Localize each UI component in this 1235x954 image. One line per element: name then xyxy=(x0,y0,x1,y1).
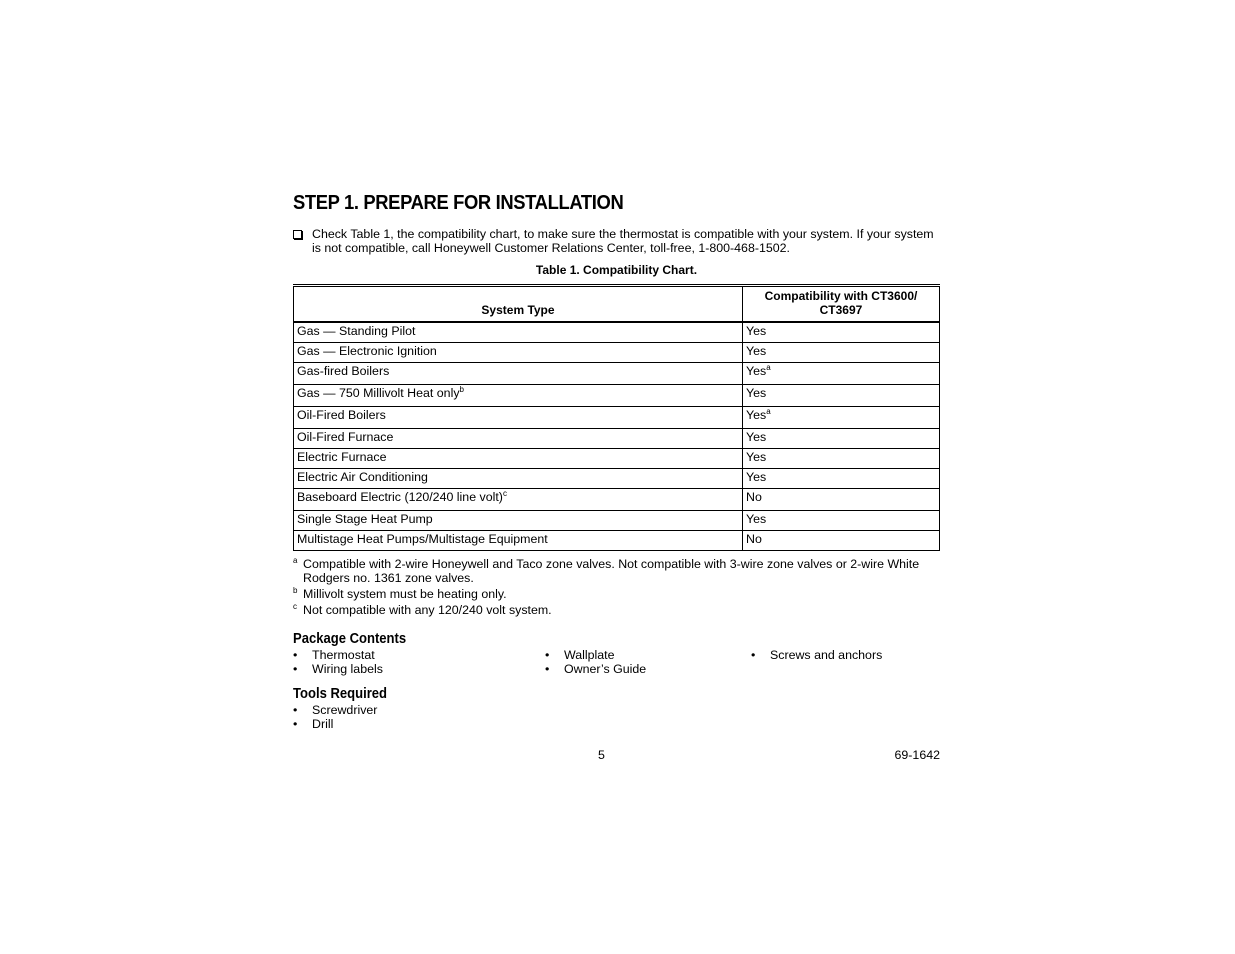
cell-system-type xyxy=(294,343,743,363)
compatibility-table xyxy=(293,284,940,551)
system-type-text: Gas — Electronic Ignition xyxy=(297,344,437,358)
table-row xyxy=(294,469,940,489)
cell-system-type xyxy=(294,469,743,489)
table-row xyxy=(294,343,940,363)
footnote-b-text: Millivolt system must be heating only. xyxy=(303,587,507,601)
table-row xyxy=(294,511,940,531)
document-number: 69-1642 xyxy=(894,748,940,762)
footnote-ref: a xyxy=(766,406,771,416)
tools-required-list xyxy=(293,703,940,731)
cell-system-type xyxy=(294,511,743,531)
system-type-text: Single Stage Heat Pump xyxy=(297,512,433,526)
cell-compatibility xyxy=(743,407,940,429)
system-type-text: Electric Furnace xyxy=(297,450,387,464)
instruction-line-2: is not compatible, call Honeywell Customer Relations Center, toll-free, 1-800-468-1502. xyxy=(312,241,790,255)
package-contents-col-2 xyxy=(545,648,646,676)
footnote-mark-b: b xyxy=(293,586,298,595)
compatibility-value: Yes xyxy=(746,344,767,358)
footnote-ref: c xyxy=(502,488,507,498)
header-system-type: System Type xyxy=(294,286,743,323)
table-header-row xyxy=(294,286,940,323)
compatibility-value: Yes xyxy=(746,430,767,444)
cell-system-type xyxy=(294,363,743,385)
table-row xyxy=(294,489,940,511)
system-type-text: Gas-fired Boilers xyxy=(297,364,390,378)
compatibility-value: No xyxy=(746,490,762,504)
cell-system-type xyxy=(294,531,743,551)
instruction-line-1: Check Table 1, the compatibility chart, to make sure the thermostat is compatible with your system. If your system xyxy=(312,227,934,241)
cell-compatibility xyxy=(743,322,940,343)
footnote-mark-c: c xyxy=(293,602,297,611)
cell-compatibility xyxy=(743,429,940,449)
system-type-text: Multistage Heat Pumps/Multistage Equipment xyxy=(297,532,548,546)
cell-system-type xyxy=(294,489,743,511)
cell-compatibility xyxy=(743,489,940,511)
table-row xyxy=(294,385,940,407)
cell-system-type xyxy=(294,322,743,343)
package-contents-col-1 xyxy=(293,648,383,676)
footnote-ref: a xyxy=(766,362,771,372)
step-title: STEP 1. PREPARE FOR INSTALLATION xyxy=(293,192,624,214)
cell-compatibility xyxy=(743,511,940,531)
cell-compatibility xyxy=(743,385,940,407)
instruction-item xyxy=(293,227,940,255)
table-row xyxy=(294,363,940,385)
compatibility-value: Yes xyxy=(746,324,767,338)
table-row xyxy=(294,322,940,343)
system-type-text: Oil-Fired Boilers xyxy=(297,408,386,422)
footnote-c xyxy=(293,603,940,617)
list-item: • Screwdriver xyxy=(293,703,940,717)
table-row xyxy=(294,449,940,469)
table-row xyxy=(294,429,940,449)
system-type-text: Oil-Fired Furnace xyxy=(297,430,394,444)
system-type-text: Gas — 750 Millivolt Heat only xyxy=(297,386,460,400)
compatibility-value: Yes xyxy=(746,364,767,378)
package-contents-col-3 xyxy=(751,648,882,662)
package-contents-title: Package Contents xyxy=(293,631,407,647)
system-type-text: Gas — Standing Pilot xyxy=(297,324,416,338)
compatibility-value: Yes xyxy=(746,512,767,526)
cell-compatibility xyxy=(743,449,940,469)
tools-required-title: Tools Required xyxy=(293,686,388,702)
footnote-a-line-2: Rodgers no. 1361 zone valves. xyxy=(303,571,474,585)
cell-system-type xyxy=(294,449,743,469)
table-caption: Table 1. Compatibility Chart. xyxy=(535,263,698,277)
list-item: • Wiring labels xyxy=(293,662,383,676)
footnotes xyxy=(293,557,940,617)
header-compat-line-2: CT3697 xyxy=(819,303,863,317)
cell-compatibility xyxy=(743,343,940,363)
compatibility-value: Yes xyxy=(746,408,767,422)
footnote-a xyxy=(293,557,940,585)
compatibility-value: Yes xyxy=(746,386,767,400)
document-page xyxy=(293,190,940,764)
compatibility-value: Yes xyxy=(746,470,767,484)
cell-compatibility xyxy=(743,531,940,551)
table-row xyxy=(294,407,940,429)
page-number: 5 xyxy=(598,748,605,762)
list-item: • Wallplate xyxy=(545,648,646,662)
cell-compatibility xyxy=(743,363,940,385)
footnote-mark-a: a xyxy=(293,556,298,565)
cell-system-type xyxy=(294,385,743,407)
package-contents-list xyxy=(293,648,940,676)
checkbox-icon xyxy=(293,230,302,239)
list-item: • Screws and anchors xyxy=(751,648,882,662)
list-item: • Thermostat xyxy=(293,648,383,662)
list-item: • Owner’s Guide xyxy=(545,662,646,676)
footnote-c-text: Not compatible with any 120/240 volt system. xyxy=(303,603,552,617)
header-compat-line-1: Compatibility with CT3600/ xyxy=(764,289,918,303)
header-compatibility xyxy=(743,286,940,323)
table-row xyxy=(294,531,940,551)
page-footer xyxy=(293,748,940,764)
footnote-b xyxy=(293,587,940,601)
compatibility-value: No xyxy=(746,532,762,546)
list-item: • Drill xyxy=(293,717,940,731)
system-type-text: Electric Air Conditioning xyxy=(297,470,428,484)
footnote-ref: b xyxy=(459,384,464,394)
cell-compatibility xyxy=(743,469,940,489)
footnote-a-line-1: Compatible with 2-wire Honeywell and Taco zone valves. Not compatible with 3-wire zone valves or 2-wire White xyxy=(303,557,920,571)
compatibility-value: Yes xyxy=(746,450,767,464)
table-body xyxy=(294,322,940,551)
system-type-text: Baseboard Electric (120/240 line volt) xyxy=(297,490,503,504)
cell-system-type xyxy=(294,407,743,429)
cell-system-type xyxy=(294,429,743,449)
